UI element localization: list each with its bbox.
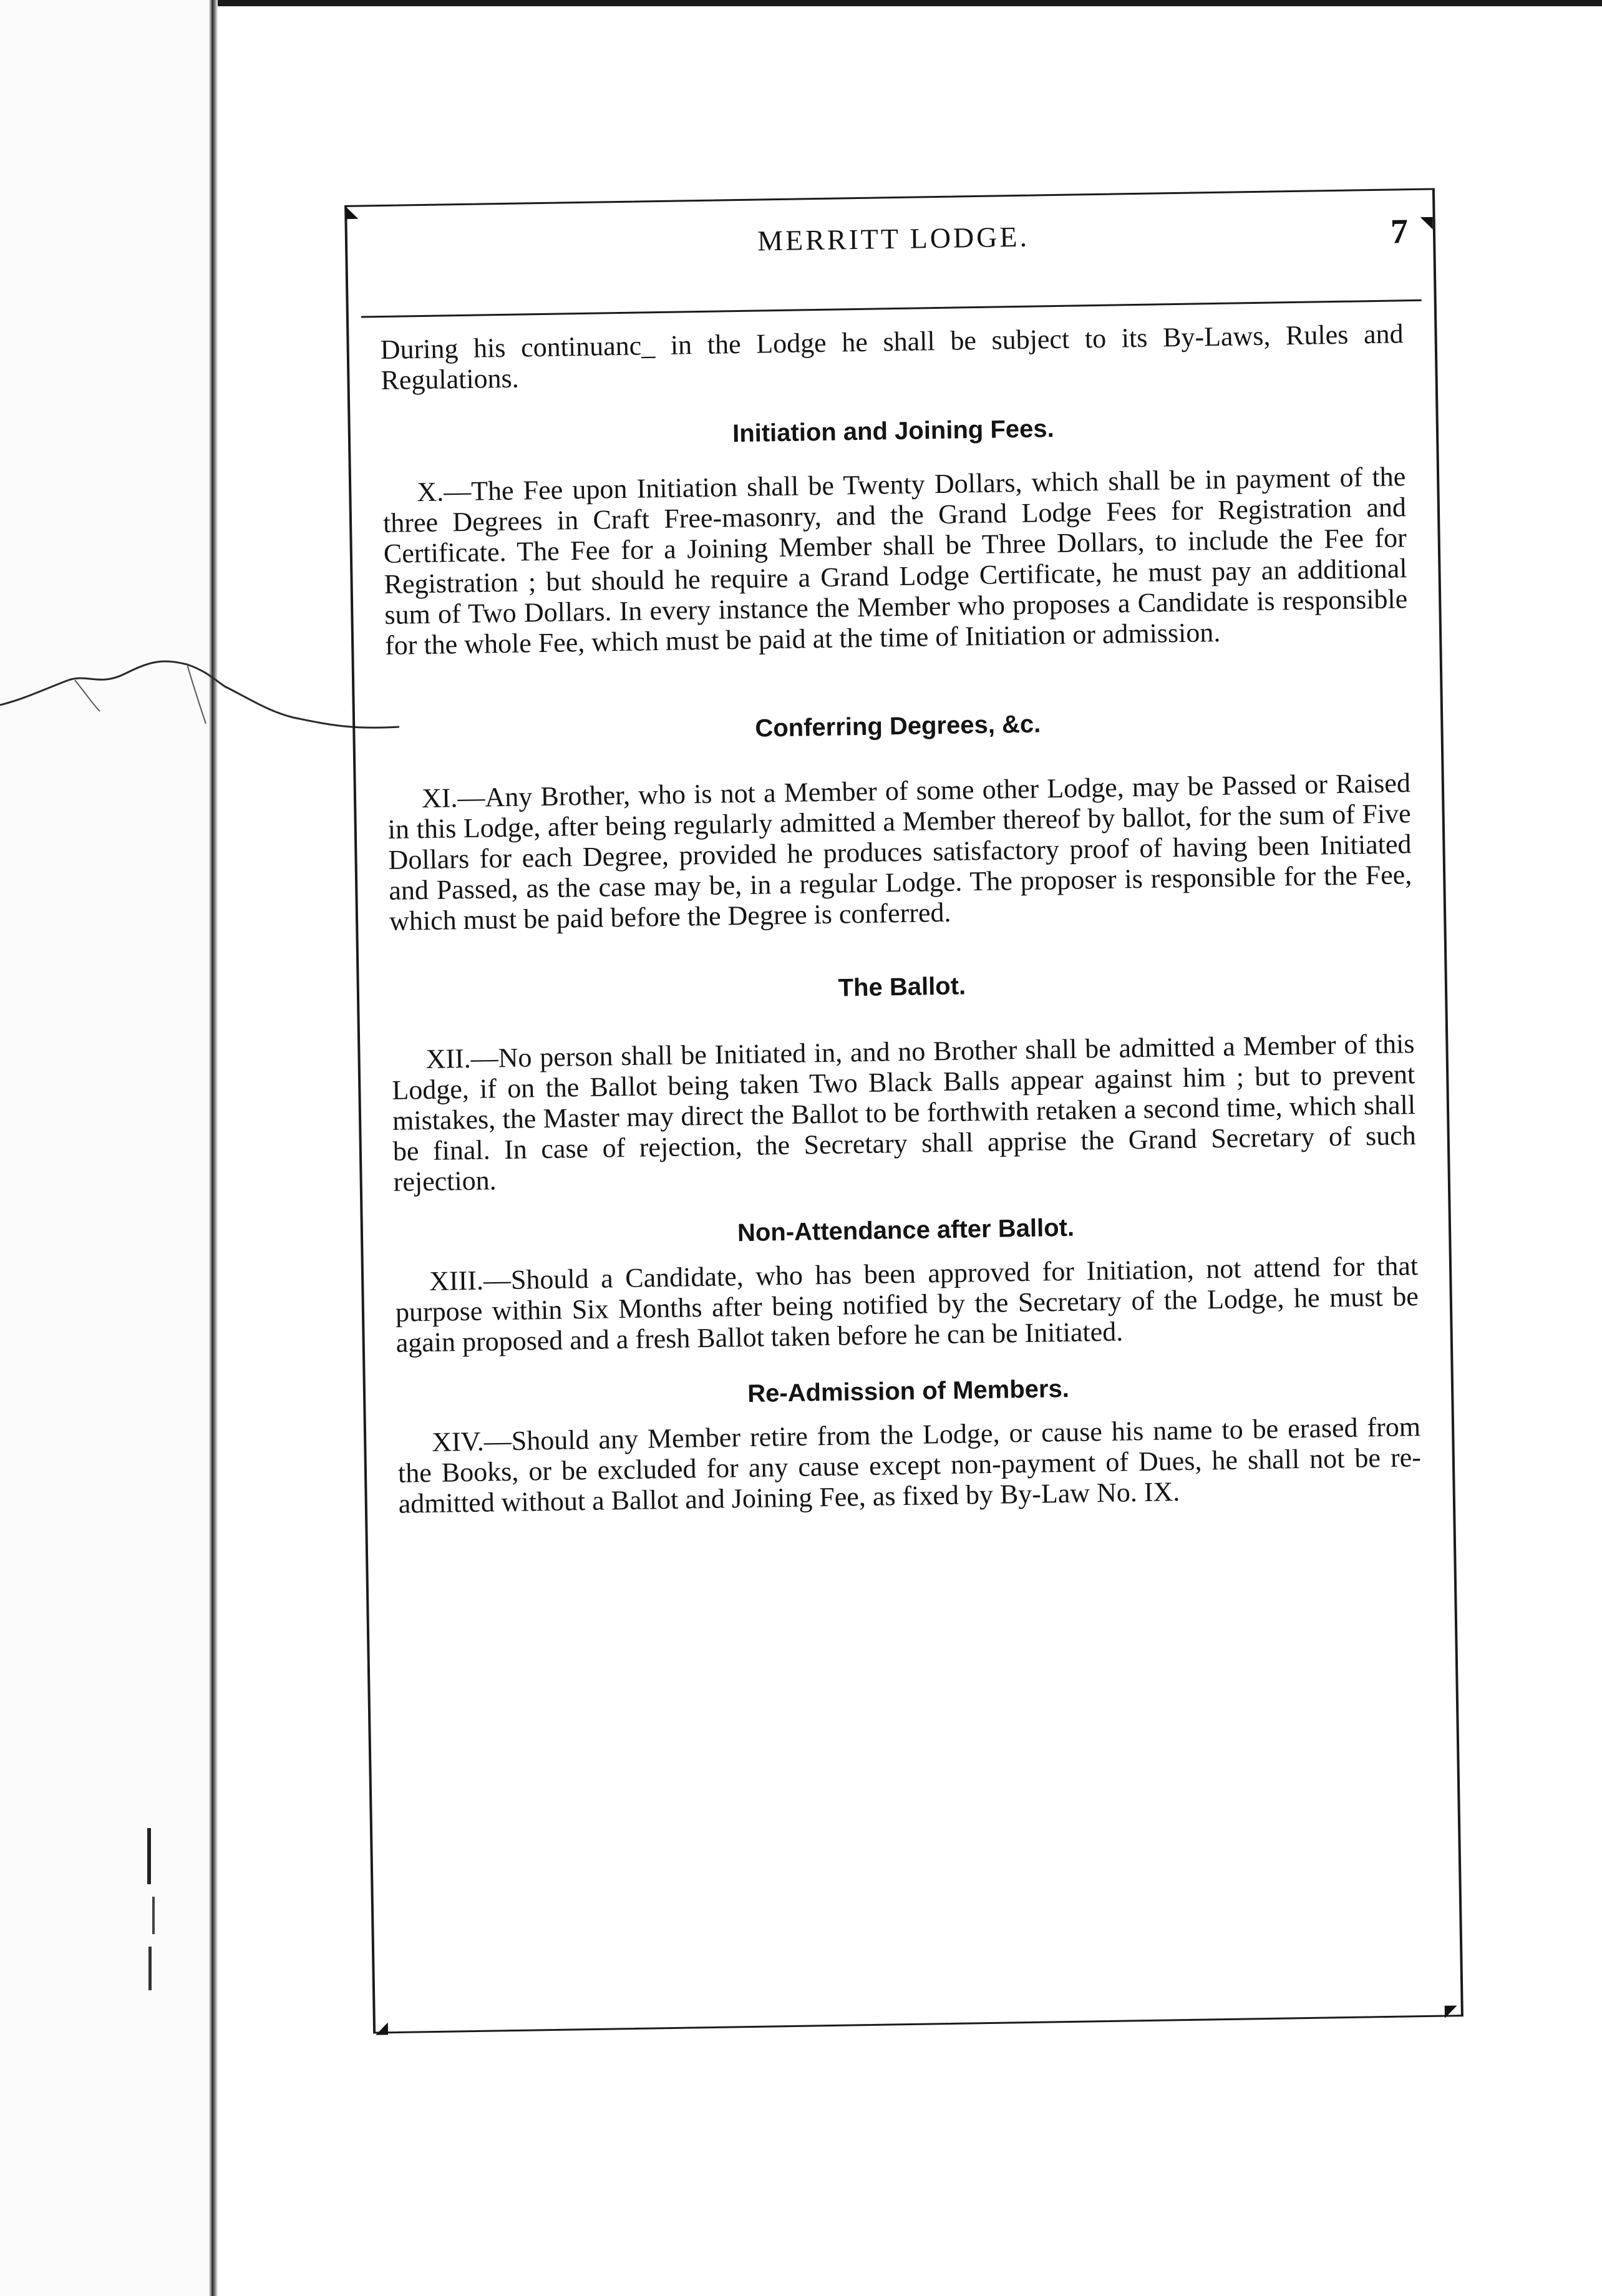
continuation-paragraph: During his continuanc_ in the Lodge he shall be subject to its By-Laws, Rules and Regulations. (380, 318, 1404, 396)
bylaw-xiii-paragraph: XIII.—Should a Candidate, who has been approved for Initiation, not attend for that purpose within Six Months after being notified by the Secretary of the Lodge, he must be again proposed and a fresh Ballot taken before he can be Initiated. (395, 1250, 1419, 1358)
corner-mark-icon: ◣ (346, 202, 359, 221)
running-title: MERRITT LODGE. (757, 220, 1030, 257)
facing-page (0, 0, 212, 2296)
corner-mark-icon: ◢ (375, 2018, 389, 2037)
section-heading-conferring-degrees: Conferring Degrees, &c. (755, 710, 1041, 742)
scan-edge-marks (143, 1828, 162, 1990)
bylaw-xi-paragraph: XI.—Any Brother, who is not a Member of some other Lodge, may be Passed or Raised in this Lodge, after being regularly admitted a Member thereof by ballot, for the sum of Five Dollars for each Degree, provided he produces satisfactory proof of having been Initiated and Passed, as the case may be, in a regular Lodge. The proposer is responsible for the Fee, which must be paid before the Degree is conferred. (387, 767, 1412, 936)
scan-top-edge (0, 0, 1602, 6)
section-heading-re-admission: Re-Admission of Members. (747, 1374, 1070, 1408)
section-heading-initiation-fees: Initiation and Joining Fees. (732, 415, 1054, 448)
bylaw-xii-paragraph: XII.—No person shall be Initiated in, and no Brother shall be admitted a Member of this Lodge, if on the Ballot being taken Two Black Balls appear against him ; but to prevent mistakes, the Master may direct the Ballot to be forthwith retaken a second time, which shall be final. In case of rejection, the Secretary shall apprise the Grand Secretary of such rejection. (391, 1028, 1417, 1197)
printed-page (344, 188, 1464, 2037)
page-number: 7 (1390, 212, 1409, 251)
corner-mark-icon: ◥ (1420, 213, 1433, 231)
page-header (372, 214, 1415, 274)
section-heading-ballot: The Ballot. (838, 972, 966, 1002)
section-heading-non-attendance: Non-Attendance after Ballot. (737, 1214, 1075, 1247)
book-fold (209, 0, 218, 2296)
corner-mark-icon: ◤ (1444, 2002, 1457, 2020)
bylaw-xiv-paragraph: XIV.—Should any Member retire from the Lodge, or cause his name to be erased from the Books, or be excluded for any cause except non-payment of Dues, he shall not be re-admitted without a Ballot and Joining Fee, as fixed by By-Law No. IX. (397, 1411, 1422, 1519)
bylaw-x-paragraph: X.—The Fee upon Initiation shall be Twenty Dollars, which shall be in payment of the three Degrees in Craft Free-masonry, and the Grand Lodge Fees for Registration and Certificate. The Fee for a Joining Member shall be Three Dollars, to include the Fee for Registration ; but should he require a Grand Lodge Certificate, he must pay an additional sum of Two Dollars. In every instance the Member who proposes a Candidate is responsible for the whole Fee, which must be paid at the time of Initiation or admission. (382, 461, 1408, 661)
body-text (380, 318, 1422, 1519)
header-rule (361, 299, 1422, 318)
